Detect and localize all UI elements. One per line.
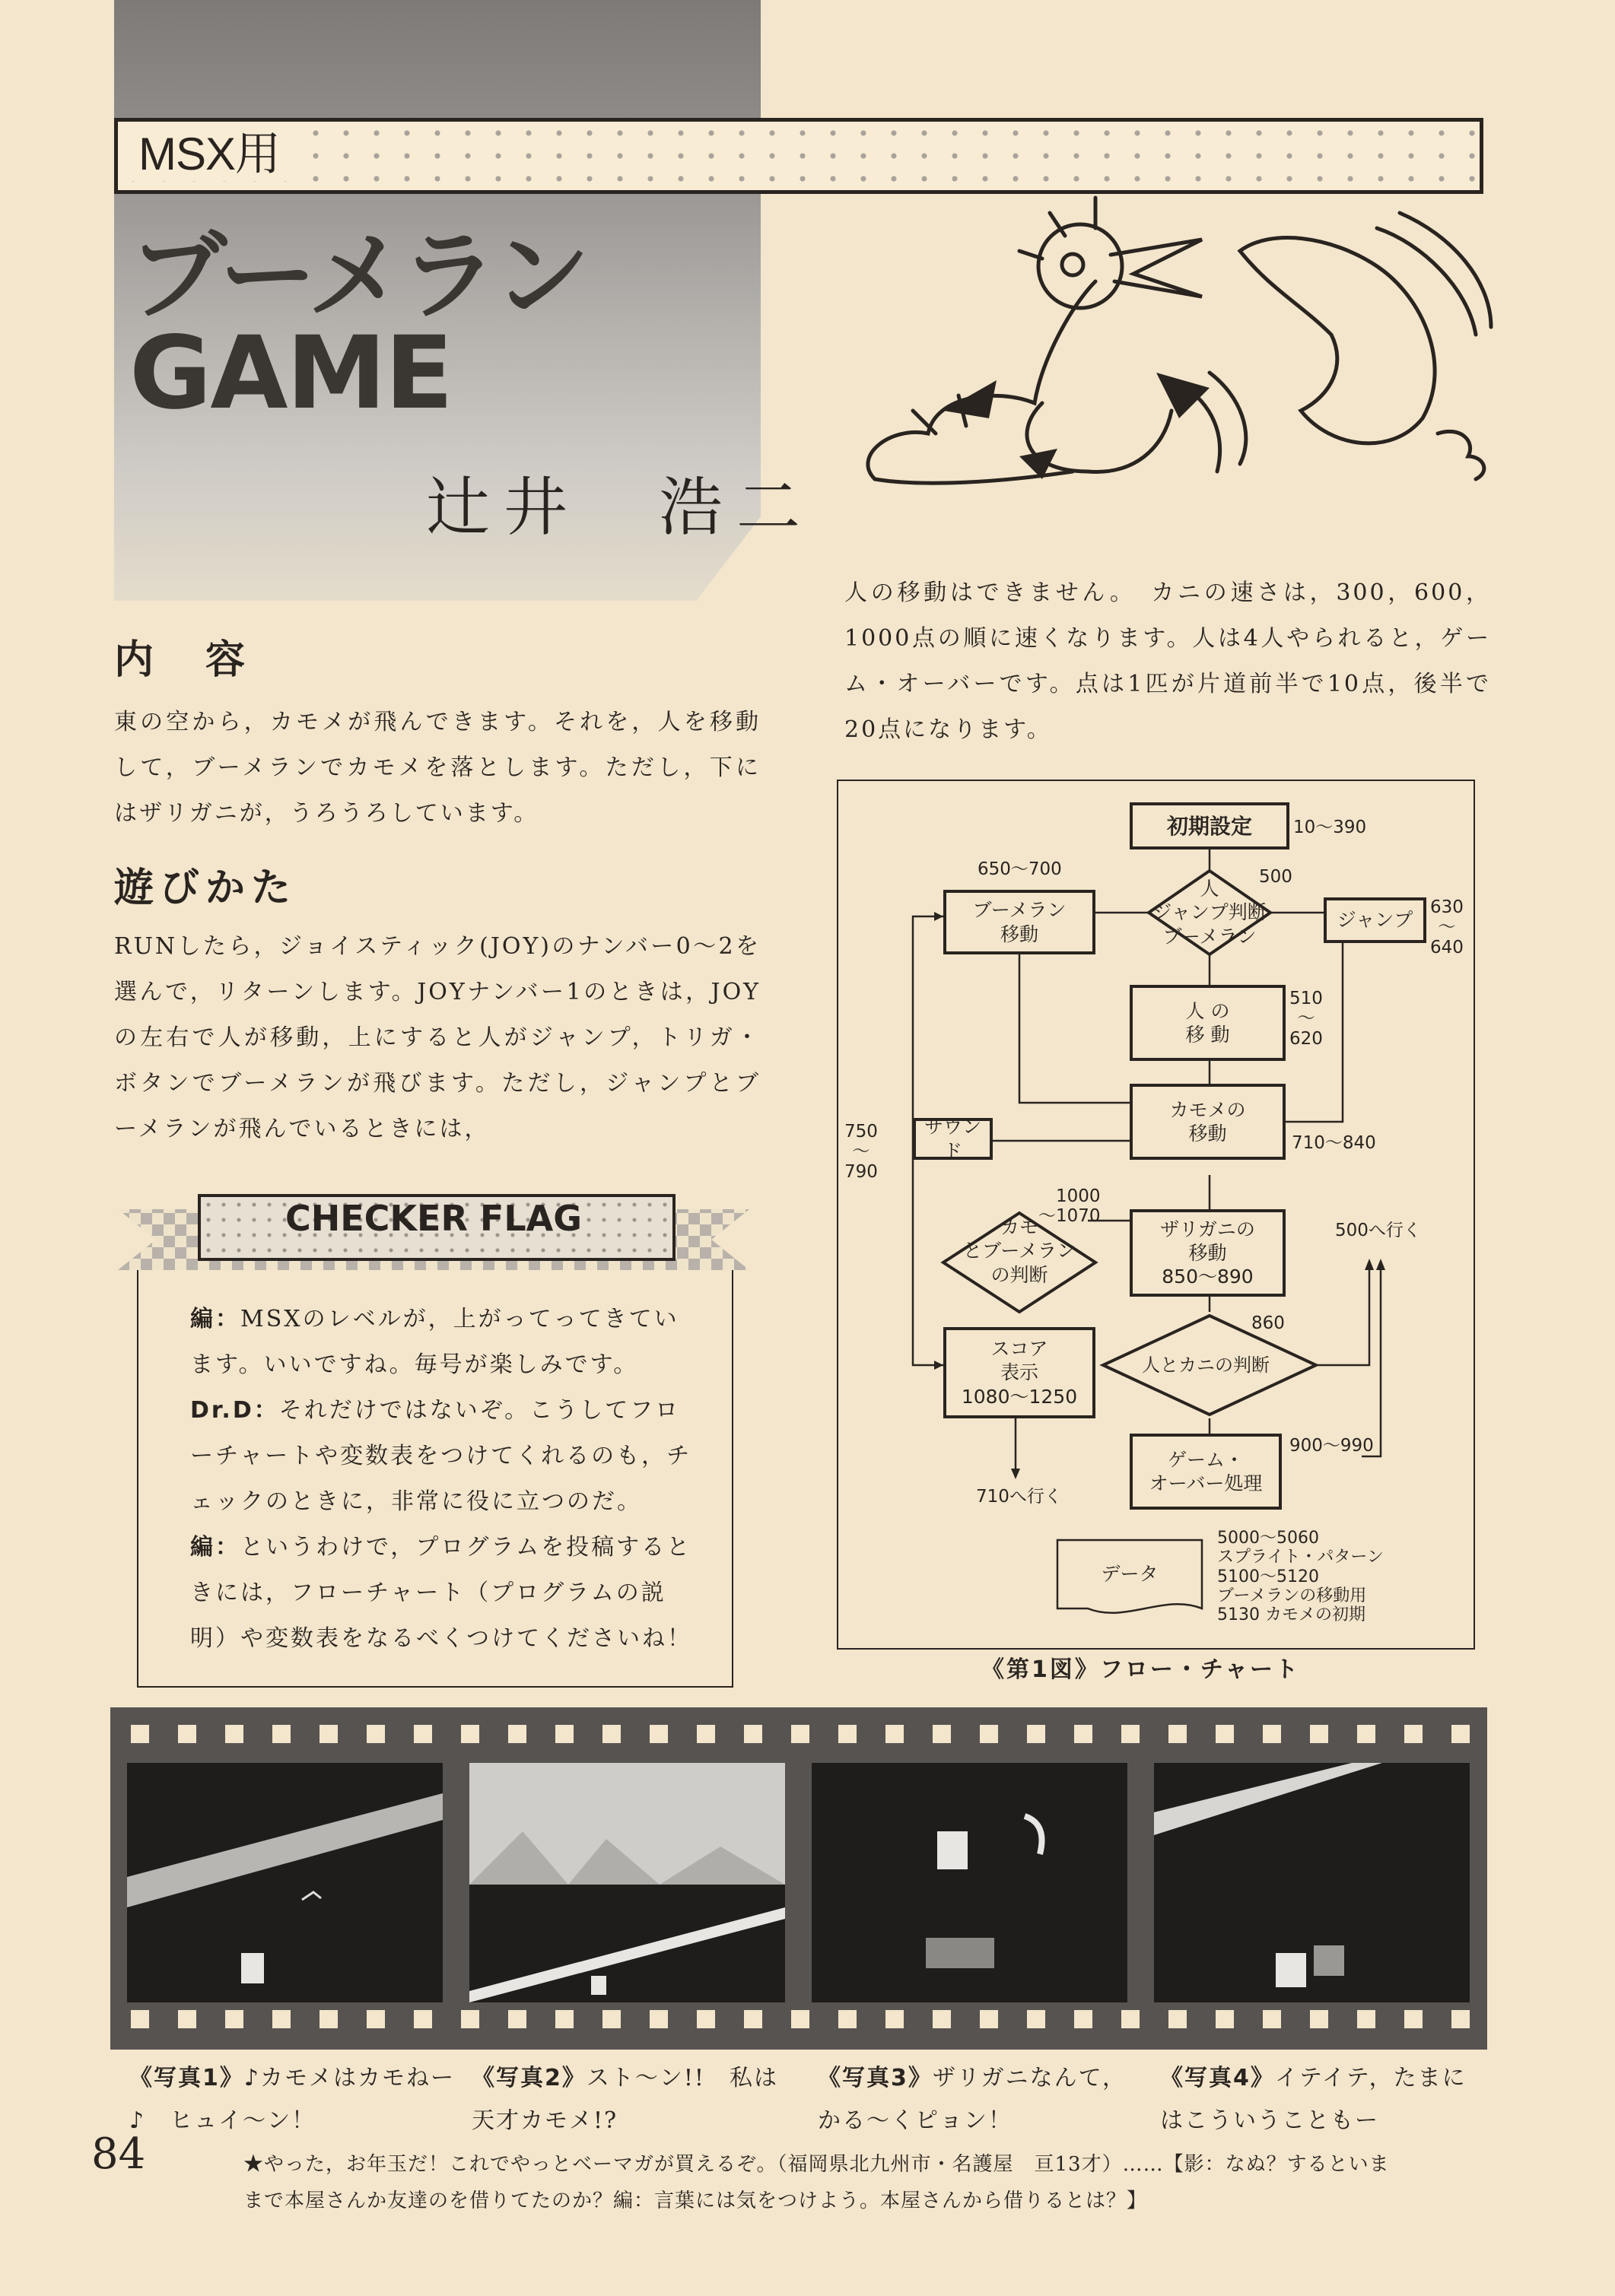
flow-node-boomerang-move: ブーメラン 移動 — [943, 890, 1095, 954]
film-sprocket-hole — [1451, 2010, 1470, 2028]
author-name: 辻井 浩二 — [426, 470, 815, 545]
photo-label: 《写真4》 — [1160, 2065, 1275, 2091]
film-sprocket-hole — [885, 2010, 904, 2028]
flow-node-jump: ジャンプ — [1324, 897, 1426, 943]
flow-label-860: 860 — [1251, 1313, 1285, 1333]
film-sprocket-hole — [697, 1725, 715, 1743]
film-sprocket-hole — [1451, 1725, 1470, 1743]
flow-node-crayfish-move: ザリガニの 移動 850〜890 — [1130, 1209, 1286, 1297]
heading-content: 内 容 — [114, 637, 252, 683]
comment-speaker: 編： — [190, 1534, 240, 1561]
comment-speaker: Dr.D： — [190, 1397, 279, 1424]
film-sprocket-hole — [131, 1725, 149, 1743]
film-sprocket-hole — [320, 1725, 338, 1743]
film-sprocket-hole — [225, 2010, 243, 2028]
screenshot-photo-1 — [127, 1763, 443, 2002]
film-sprocket-hole — [1310, 1725, 1328, 1743]
film-sprocket-hole — [555, 1725, 574, 1743]
comment-text: MSXのレベルが，上がってってきています。いいですね。毎号が楽しみです。 — [190, 1306, 679, 1378]
film-sprocket-hole — [650, 1725, 668, 1743]
film-sprocket-hole — [1168, 1725, 1187, 1743]
checker-flag-comment — [190, 1525, 692, 1662]
film-sprocket-hole — [744, 2010, 762, 2028]
film-sprocket-hole — [131, 2010, 149, 2028]
photo-label: 《写真3》 — [818, 2065, 933, 2091]
film-sprocket-hole — [555, 2010, 574, 2028]
photo-caption-3 — [818, 2057, 1145, 2142]
photo-label: 《写真2》 — [472, 2065, 587, 2091]
photo-caption-text: イテイテ，たまにはこういうこともー — [1160, 2065, 1467, 2134]
film-sprocket-hole — [1216, 2010, 1234, 2028]
flow-label-500-goto: 500へ行く — [1335, 1221, 1421, 1240]
flow-decision-jump-boomerang: 人 ジャンプ判断 ブーメラン — [1152, 878, 1267, 948]
comment-text: それだけではないぞ。こうしてフローチャートや変数表をつけてくれるのも，チェックのときに，非常に役に立つのだ。 — [190, 1397, 692, 1515]
flow-label-1000: 1000 〜1070 — [1038, 1186, 1101, 1227]
film-sprocket-hole — [178, 1725, 196, 1743]
page-title-english: GAME — [129, 315, 453, 432]
heading-how-to-play: 遊びかた — [114, 865, 297, 911]
photo-caption-2 — [472, 2057, 799, 2142]
flow-decision-person-crab: 人とカニの判断 — [1142, 1354, 1270, 1376]
comment-speaker: 編： — [190, 1306, 240, 1332]
page-title-japanese: ブーメラン — [129, 220, 586, 333]
flow-node-gameover: ゲーム・ オーバー処理 — [1130, 1434, 1282, 1510]
film-sprocket-hole — [838, 2010, 857, 2028]
comment-text: というわけで，プログラムを投稿するときには，フローチャート（プログラムの説明）や変数表をなるべくつけてくださいね！ — [190, 1534, 692, 1652]
film-sprocket-hole — [885, 1725, 904, 1743]
film-sprocket-hole — [1027, 2010, 1045, 2028]
flow-node-sound: サウンド — [913, 1118, 993, 1160]
flow-label-630: 630 〜 640 — [1430, 897, 1464, 957]
film-sprocket-hole — [1121, 2010, 1140, 2028]
flow-node-person-move: 人 の 移 動 — [1130, 985, 1286, 1061]
film-sprocket-hole — [1121, 1725, 1140, 1743]
flow-node-init: 初期設定 — [1130, 802, 1289, 849]
flow-node-data: データ — [1101, 1563, 1159, 1586]
flow-label-900: 900〜990 — [1289, 1436, 1374, 1456]
film-sprocket-hole — [320, 2010, 338, 2028]
film-sprocket-hole — [791, 1725, 809, 1743]
page-number: 84 — [91, 2129, 146, 2179]
flow-label-650: 650〜700 — [978, 859, 1062, 879]
film-sprocket-hole — [838, 1725, 857, 1743]
msx-tag: MSX用 — [128, 128, 291, 181]
film-sprocket-hole — [367, 1725, 385, 1743]
film-sprocket-hole — [414, 2010, 432, 2028]
film-sprocket-hole — [272, 1725, 291, 1743]
flow-label-510: 510 〜 620 — [1289, 989, 1323, 1049]
flow-label-500: 500 — [1259, 867, 1292, 887]
film-sprocket-hole — [508, 2010, 526, 2028]
film-sprocket-hole — [272, 2010, 291, 2028]
flow-label-710-goto: 710へ行く — [976, 1487, 1062, 1507]
photo-label: 《写真1》 — [129, 2065, 244, 2091]
screenshot-photo-2 — [469, 1763, 785, 2002]
photo-caption-text: スト〜ン!! 私は天才カモメ!? — [472, 2065, 778, 2134]
flow-decision-gull-boomerang: カモ とブーメラン の判断 — [962, 1216, 1076, 1286]
film-sprocket-hole — [1310, 2010, 1328, 2028]
film-sprocket-hole — [1074, 1725, 1092, 1743]
seagull-boomerang-illustration — [844, 183, 1499, 517]
reader-note: ★やった，お年玉だ！これでやっとベーマガが買えるぞ。（福岡県北九州市・名護屋 亘13才）……【影：なぬ？するといままで本屋さんか友達のを借りてたのか？編：言葉には気をつけよう。本屋さんから借りるとは？】 — [243, 2153, 1390, 2212]
photo-caption-text: ザリガニなんて，かる〜くピョン！ — [818, 2065, 1127, 2134]
content-paragraph: 東の空から，カモメが飛んできます。それを，人を移動して，ブーメランでカモメを落とします。ただし，下にはザリガニが，うろうろしています。 — [114, 709, 761, 827]
film-sprocket-hole — [1027, 1725, 1045, 1743]
film-sprocket-hole — [980, 1725, 998, 1743]
checker-flag-comment — [190, 1388, 692, 1525]
film-sprocket-hole — [980, 2010, 998, 2028]
film-sprocket-hole — [508, 1725, 526, 1743]
checker-flag-comment — [190, 1297, 692, 1388]
film-sprocket-hole — [1074, 2010, 1092, 2028]
flow-label-data-lines: 5000〜5060 スプライト・パターン 5100〜5120 ブーメランの移動用 5130 カモメの初期 — [1217, 1529, 1384, 1625]
flow-label-750: 750 〜 790 — [844, 1122, 878, 1182]
film-sprocket-hole — [791, 2010, 809, 2028]
film-sprocket-hole — [367, 2010, 385, 2028]
flowchart-caption: 《第1図》フロー・チャート — [981, 1656, 1300, 1683]
photo-caption-text: ♪カモメはカモねー♪ ヒュイ〜ン！ — [129, 2065, 456, 2134]
flow-label-710: 710〜840 — [1292, 1133, 1376, 1153]
film-sprocket-hole — [414, 1725, 432, 1743]
checker-flag-title: CHECKER FLAG — [285, 1198, 583, 1239]
right-column-paragraph: 人の移動はできません。 カニの速さは，300，600，1000点の順に速くなります。人は4人やられると，ゲーム・オーバーです。点は1匹が片道前半で10点，後半で20点になります。 — [844, 580, 1491, 743]
film-sprocket-hole — [602, 1725, 621, 1743]
film-sprocket-hole — [1404, 1725, 1423, 1743]
photo-caption-4 — [1160, 2057, 1487, 2142]
film-sprocket-hole — [461, 1725, 479, 1743]
film-sprocket-hole — [933, 2010, 951, 2028]
film-sprocket-hole — [1404, 2010, 1423, 2028]
screenshot-photo-3 — [812, 1763, 1127, 2002]
film-sprocket-hole — [1357, 1725, 1375, 1743]
film-sprocket-hole — [650, 2010, 668, 2028]
film-sprocket-hole — [1168, 2010, 1187, 2028]
film-sprocket-hole — [461, 2010, 479, 2028]
film-sprocket-hole — [744, 1725, 762, 1743]
flow-node-gull-move: カモメの 移動 — [1130, 1084, 1286, 1160]
film-sprocket-hole — [1263, 2010, 1281, 2028]
film-sprocket-hole — [697, 2010, 715, 2028]
film-sprocket-hole — [178, 2010, 196, 2028]
film-sprocket-hole — [225, 1725, 243, 1743]
flow-node-score: スコア 表示 1080〜1250 — [943, 1327, 1095, 1418]
screenshot-photo-4 — [1154, 1763, 1470, 2002]
film-sprocket-hole — [933, 1725, 951, 1743]
film-sprocket-hole — [602, 2010, 621, 2028]
film-sprocket-hole — [1357, 2010, 1375, 2028]
film-sprocket-hole — [1263, 1725, 1281, 1743]
flow-label-init-lines: 10〜390 — [1293, 818, 1367, 837]
photo-caption-1 — [129, 2057, 456, 2142]
film-sprocket-hole — [1216, 1725, 1234, 1743]
how-to-play-paragraph: RUNしたら，ジョイスティック(JOY)のナンバー0〜2を選んで，リターンします。JOYナンバー1のときは，JOYの左右で人が移動，上にすると人がジャンプ，トリガ・ボタンでブーメランが飛びます。ただし，ジャンプとブーメランが飛んでいるときには， — [114, 933, 761, 1142]
